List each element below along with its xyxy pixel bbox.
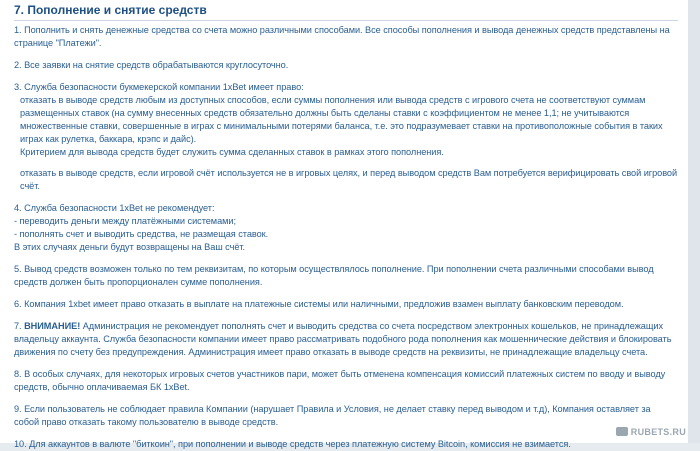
watermark	[616, 427, 686, 437]
rule-3	[14, 81, 678, 159]
rule-7-text: Администрация не рекомендует пополнять счет и выводить средства со счета посредством электронных кошельков, не принадлежащих владельцу аккаунта. Служба безопасности компании имеет право рассматривать подобного рода пополнения как мошеннические действия и блокировать движения по счету без предупреждения. Администрация имеет право отказать в выводе средств на реквизиты, не принадлежащие владельцу счета.	[14, 321, 671, 357]
watermark-text: RUBETS.RU	[631, 427, 686, 437]
rule-4-heading: 4. Служба безопасности 1xBet не рекомендует:	[14, 203, 214, 213]
rule-6: 6. Компания 1xbet имеет право отказать в выплате на платежные системы или наличными, предложив взамен выплату банковским переводом.	[14, 298, 678, 311]
watermark-logo-icon	[616, 427, 628, 436]
rule-4	[14, 202, 678, 254]
rule-3-heading: 3. Служба безопасности букмекерской компании 1xBet имеет право:	[14, 82, 304, 92]
rule-5: 5. Вывод средств возможен только по тем реквизитам, по которым осуществлялось пополнение. При пополнении счета различными способами вывод средств должен быть пропорционален сумме пополнения.	[14, 263, 678, 289]
rule-7-warning: ВНИМАНИЕ!	[24, 321, 80, 331]
section-title: 7. Пополнение и снятие средств	[14, 3, 678, 21]
scrollbar[interactable]	[688, 0, 700, 443]
rule-1: 1. Пополнить и снять денежные средства со счета можно различными способами. Все способы пополнения и вывода денежных средств представлены на странице "Платежи".	[14, 24, 678, 50]
rule-3-criterion: Критерием для вывода средств будет служить сумма сделанных ставок в рамках этого пополнения.	[14, 146, 678, 159]
rule-8: 8. В особых случаях, для некоторых игровых счетов участников пари, может быть отменена компенсация комиссий платежных систем по вводу и выводу средств, обычно оплачиваемая БК 1xBet.	[14, 368, 678, 394]
rule-4-note: В этих случаях деньги будут возвращены на Ваш счёт.	[14, 242, 245, 252]
rule-2: 2. Все заявки на снятие средств обрабатываются круглосуточно.	[14, 59, 678, 72]
rule-3-item-a: отказать в выводе средств любым из доступных способов, если суммы пополнения или вывода средств с игрового счета не соответствуют суммам размещенных ставок (на сумму внесенных средств обязательно должны быть сделаны ставки с коэффициентом не менее 1,1; не учитываются множественные ставки, совершенные в играх с минимальными потерями баланса, т.е. это подразумевает ставки на противоположные события в таких играх как рулетка, баккара, крэпс и дайс).	[14, 94, 678, 146]
rule-4-item-a: - переводить деньги между платёжными системами;	[14, 216, 236, 226]
rule-4-item-b: - пополнять счет и выводить средства, не размещая ставок.	[14, 229, 268, 239]
rule-3-item-b: отказать в выводе средств, если игровой счёт используется не в игровых целях, и перед выводом средств Вам потребуется верифицировать свой игровой счёт.	[14, 167, 678, 193]
rule-7-number: 7.	[14, 321, 24, 331]
rule-7	[14, 320, 678, 359]
rule-9: 9. Если пользователь не соблюдает правила Компании (нарушает Правила и Условия, не делает ставку перед выводом и т.д), Компания оставляет за собой право отказать такому пользователю в выводе средств.	[14, 403, 678, 429]
rule-10: 10. Для аккаунтов в валюте "биткоин", при пополнении и выводе средств через платежную систему Bitcoin, комиссия не взимается.	[14, 438, 678, 451]
